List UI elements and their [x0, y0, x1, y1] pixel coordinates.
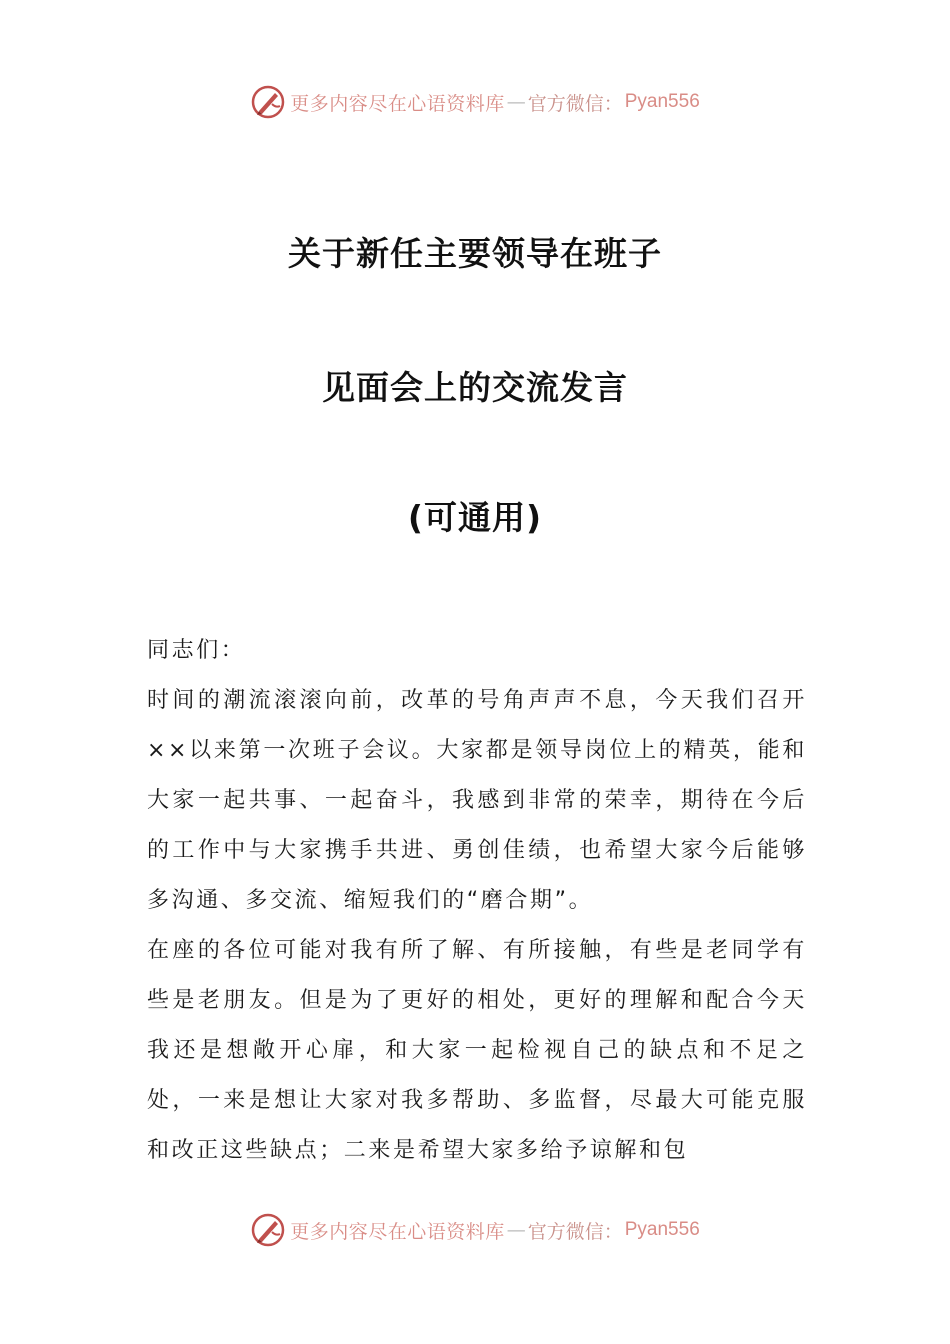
paragraph-2: 在座的各位可能对我有所了解、有所接触，有些是老同学有些是老朋友。但是为了更好的相处，更好的理解和配合今天我还是想敞开心扉，和大家一起检视自己的缺点和不足之处，一来是想让大家对我多帮助、多监督，尽最大可能克服和改正这些缺点；二来是希望大家多给予谅解和包: [147, 938, 807, 1163]
paragraph-1: 时间的潮流滚滚向前，改革的号角声声不息，今天我们召开××以来第一次班子会议。大家都是领导岗位上的精英，能和大家一起共事、一起奋斗，我感到非常的荣幸，期待在今后的工作中与大家携手共进、勇创佳绩，也希望大家今后能够多沟通、多交流、缩短我们的“磨合期”。: [147, 688, 807, 913]
document-title-line-1: 关于新任主要领导在班子: [288, 234, 662, 273]
document-title-line-2: 见面会上的交流发言: [322, 368, 628, 407]
watermark-text: 更多内容尽在心语资料库: [290, 1220, 505, 1243]
watermark-wechat-id: Pyan556: [624, 1219, 700, 1240]
footer-watermark: [0, 1210, 950, 1250]
watermark-separator: —: [506, 1219, 526, 1241]
document-subtitle: (可通用): [407, 498, 543, 537]
document-body: [147, 676, 807, 1176]
watermark-text: 更多内容尽在心语资料库: [290, 92, 505, 115]
watermark-wechat-id: Pyan556: [624, 91, 700, 112]
watermark-label: 官方微信：: [527, 1220, 623, 1243]
header-watermark: [0, 82, 950, 122]
watermark-label: 官方微信：: [527, 92, 623, 115]
salutation: 同志们：: [147, 638, 246, 663]
pen-logo-icon: [250, 84, 286, 120]
pen-logo-icon: [250, 1212, 286, 1248]
watermark-separator: —: [506, 91, 526, 113]
